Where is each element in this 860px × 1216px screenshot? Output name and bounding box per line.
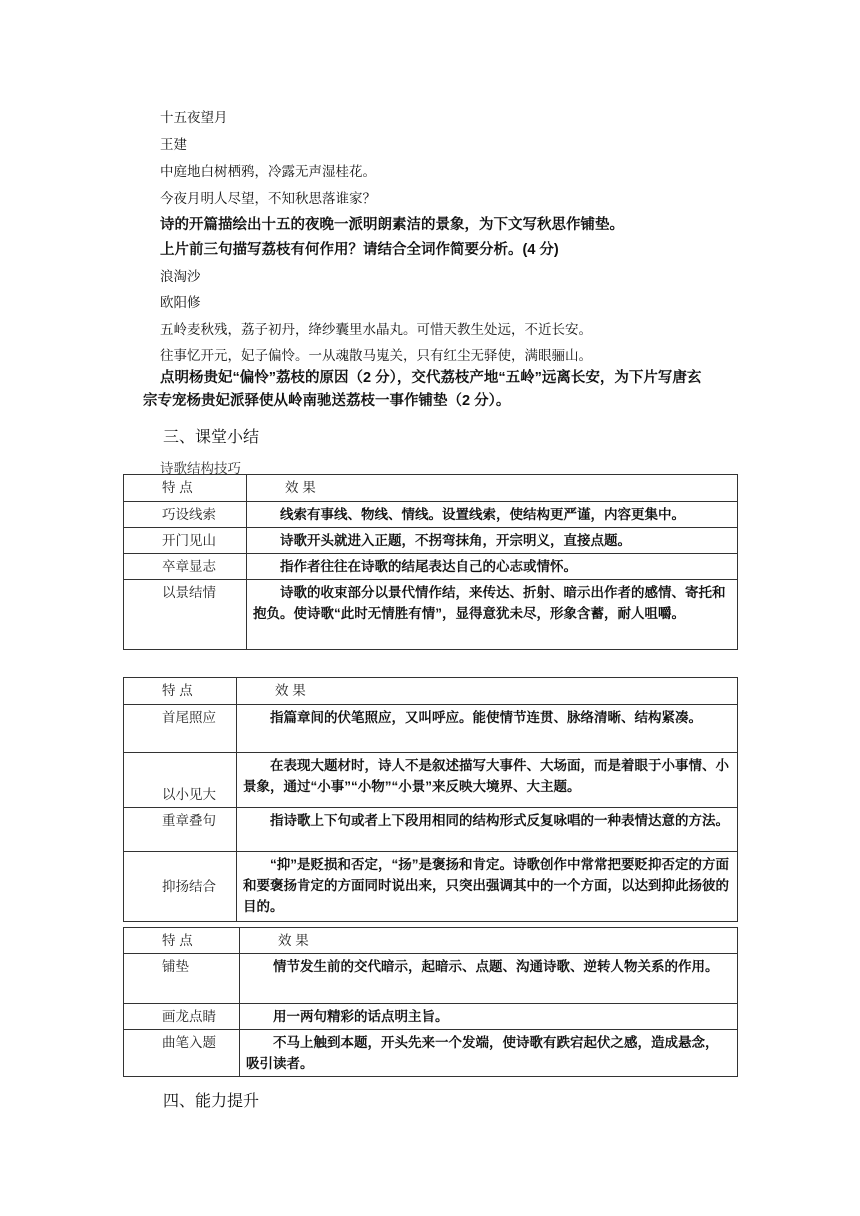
table-header-row [124, 678, 738, 705]
table-row [124, 580, 738, 650]
technique-effect: 线索有事线、物线、情线。设置线索，使结构更严谨，内容更集中。 [247, 502, 738, 528]
question-text: 上片前三句描写荔枝有何作用？请结合全词作简要分析。(4 分) [160, 242, 559, 258]
table-row [124, 528, 738, 554]
technique-name: 画龙点睛 [124, 1004, 240, 1030]
header-effect: 效 果 [237, 678, 738, 705]
technique-effect: 用一两句精彩的话点明主旨。 [240, 1004, 738, 1030]
section-heading: 三、课堂小结 [163, 429, 260, 446]
header-feature: 特 点 [124, 928, 240, 954]
poem-title: 浪淘沙 [160, 269, 201, 285]
technique-effect: 指篇章间的伏笔照应，又叫呼应。能使情节连贯、脉络清晰、结构紧凑。 [237, 705, 738, 753]
header-feature: 特 点 [124, 475, 247, 502]
technique-effect: 指诗歌上下句或者上下段用相同的结构形式反复咏唱的一种表情达意的方法。 [237, 808, 738, 852]
table-row [124, 808, 738, 852]
technique-name: 首尾照应 [124, 705, 237, 753]
techniques-table-3 [123, 927, 738, 1077]
analysis-note: 诗的开篇描绘出十五的夜晚一派明朗素洁的景象，为下文写秋思作铺垫。 [160, 217, 624, 233]
techniques-table-1 [123, 474, 738, 650]
poem-title: 十五夜望月 [160, 110, 228, 126]
technique-effect: 诗歌的收束部分以景代情作结，来传达、折射、暗示出作者的感情、寄托和抱负。使诗歌“此时无情胜有情”，显得意犹未尽，形象含蓄，耐人咀嚼。 [247, 580, 738, 650]
table-row [124, 954, 738, 1004]
technique-name: 曲笔入题 [124, 1030, 240, 1077]
techniques-table-2 [123, 677, 738, 922]
table-header-row [124, 475, 738, 502]
answer-text: 点明杨贵妃“偏怜”荔枝的原因（2 分），交代荔枝产地“五岭”远离长安，为下片写唐玄宗专宠杨贵妃派驿使从岭南驰送荔枝一事作铺垫（2 分）。 [143, 370, 702, 409]
poem-author: 王建 [160, 137, 187, 153]
header-effect: 效 果 [240, 928, 738, 954]
technique-effect: “抑”是贬损和否定，“扬”是褒扬和肯定。诗歌创作中常常把要贬抑否定的方面和要褒扬肯定的方面同时说出来，只突出强调其中的一个方面，以达到抑此扬彼的目的。 [237, 852, 738, 922]
poem-author: 欧阳修 [160, 295, 201, 311]
technique-effect: 指作者往往在诗歌的结尾表达自己的心志或情怀。 [247, 554, 738, 580]
table-row [124, 1004, 738, 1030]
poem-line: 中庭地白树栖鸦，冷露无声湿桂花。 [160, 164, 376, 180]
technique-name: 重章叠句 [124, 808, 237, 852]
poem-line: 往事忆开元，妃子偏怜。一从魂散马嵬关，只有红尘无驿使，满眼骊山。 [160, 348, 592, 364]
table-header-row [124, 928, 738, 954]
technique-name: 开门见山 [124, 528, 247, 554]
poem-line: 五岭麦秋残，荔子初丹，绛纱囊里水晶丸。可惜天教生处远，不近长安。 [160, 322, 592, 338]
poem-line: 今夜月明人尽望，不知秋思落谁家？ [160, 191, 376, 207]
table-row [124, 705, 738, 753]
technique-name: 铺垫 [124, 954, 240, 1004]
technique-name: 以小见大 [124, 753, 237, 808]
header-feature: 特 点 [124, 678, 237, 705]
technique-name: 卒章显志 [124, 554, 247, 580]
technique-name: 巧设线索 [124, 502, 247, 528]
table-caption: 诗歌结构技巧 [160, 461, 241, 476]
technique-effect: 情节发生前的交代暗示，起暗示、点题、沟通诗歌、逆转人物关系的作用。 [240, 954, 738, 1004]
table-row [124, 554, 738, 580]
technique-name: 以景结情 [124, 580, 247, 650]
table-row [124, 502, 738, 528]
section-heading: 四、能力提升 [163, 1093, 260, 1110]
table-row [124, 753, 738, 808]
table-row [124, 1030, 738, 1077]
technique-effect: 在表现大题材时，诗人不是叙述描写大事件、大场面，而是着眼于小事情、小景象，通过“小事”“小物”“小景”来反映大境界、大主题。 [237, 753, 738, 808]
technique-effect: 不马上触到本题，开头先来一个发端，使诗歌有跌宕起伏之感，造成悬念，吸引读者。 [240, 1030, 738, 1077]
technique-name: 抑扬结合 [124, 852, 237, 922]
technique-effect: 诗歌开头就进入正题，不拐弯抹角，开宗明义，直接点题。 [247, 528, 738, 554]
header-effect: 效 果 [247, 475, 738, 502]
table-row [124, 852, 738, 922]
